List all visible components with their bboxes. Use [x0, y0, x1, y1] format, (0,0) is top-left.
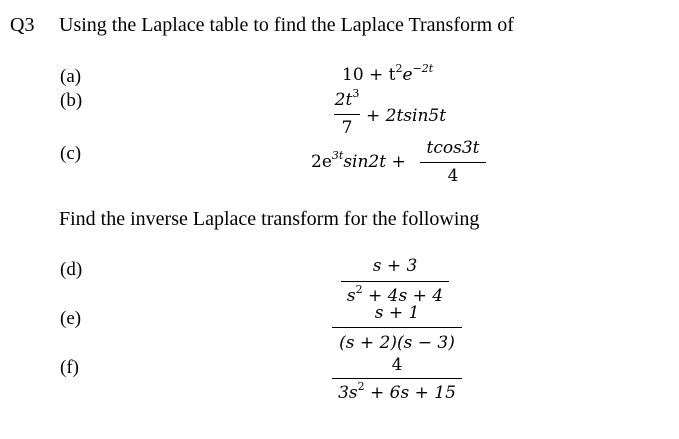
part-c-numerator: tcos3t	[426, 138, 480, 158]
part-c-lead-rest: sin2t +	[343, 152, 406, 172]
part-b-denominator: 7	[341, 118, 353, 138]
part-b-rest: + 2tsin5t	[366, 106, 447, 126]
part-f-den-a: 3s	[338, 383, 358, 403]
part-b-num-base: 2t	[334, 90, 353, 110]
part-b-numerator	[333, 87, 361, 112]
part-f-fraction-bar	[332, 378, 462, 379]
part-b-label: (b)	[60, 90, 83, 111]
part-c-label: (c)	[60, 143, 82, 164]
part-a-label: (a)	[60, 66, 82, 87]
part-f-label: (f)	[60, 357, 79, 378]
part-f-den-b: + 6s + 15	[364, 383, 456, 403]
part-d-numerator: s + 3	[372, 256, 418, 276]
part-a-exponent: −2t	[412, 62, 434, 75]
part-a-expression	[342, 62, 434, 87]
part-d-den-a: s	[346, 286, 356, 306]
part-e-fraction-bar	[332, 327, 462, 328]
part-d-den-exp: 2	[355, 283, 363, 296]
part-c-fraction-bar	[420, 162, 486, 163]
part-a-power: 2	[395, 62, 403, 75]
question-number: Q3	[10, 14, 35, 36]
part-d-label: (d)	[60, 259, 83, 280]
question-instruction: Using the Laplace table to find the Laplace Transform of	[59, 14, 514, 36]
part-a-lead: 10 + t	[342, 65, 396, 85]
part-e-denominator: (s + 2)(s − 3)	[339, 333, 455, 353]
inverse-instruction: Find the inverse Laplace transform for the following	[59, 208, 480, 230]
part-f-denominator	[332, 380, 462, 405]
part-d-den-b: + 4s + 4	[362, 286, 444, 306]
part-e-numerator: s + 1	[374, 303, 420, 323]
part-c-lead-exp: 3t	[331, 149, 344, 162]
part-f-den-exp: 2	[357, 380, 365, 393]
part-b-num-exp: 3	[352, 87, 360, 100]
part-a-e: e	[402, 65, 413, 85]
part-b-fraction-bar	[334, 114, 360, 115]
part-f-numerator: 4	[391, 355, 403, 375]
part-c-lead-base: 2e	[311, 152, 332, 172]
part-e-label: (e)	[60, 308, 82, 329]
part-c-lead	[311, 149, 406, 174]
part-c-denominator: 4	[447, 166, 459, 186]
